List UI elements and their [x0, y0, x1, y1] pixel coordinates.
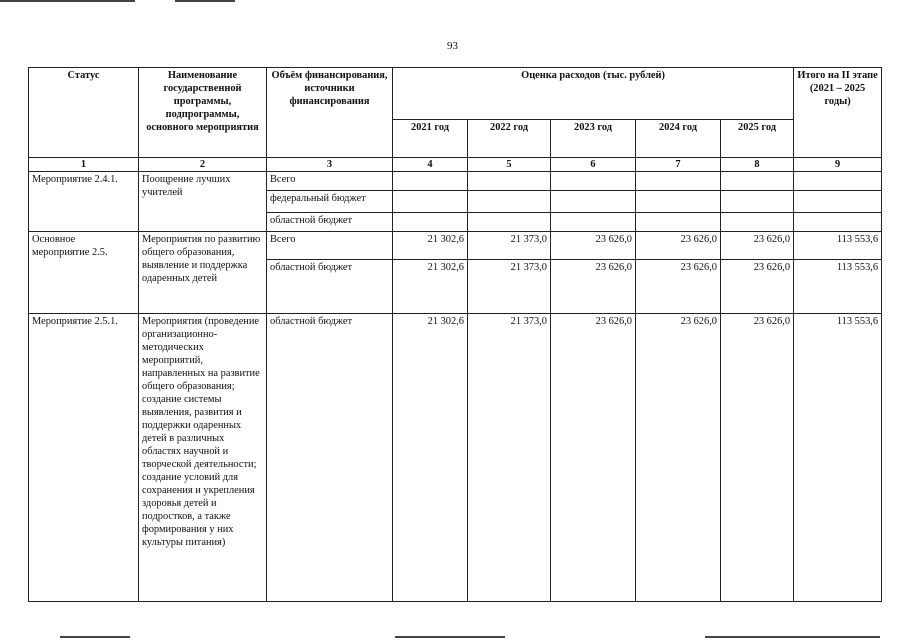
value-cell — [393, 191, 468, 213]
header-total: Итого на II этапе (2021 – 2025 годы) — [794, 68, 882, 158]
value-cell — [636, 191, 721, 213]
header-program-name: Наименование государственной программы, подпрограммы, основного мероприятия — [139, 68, 267, 158]
scan-artifact-bottom-right — [705, 636, 880, 638]
value-cell — [468, 191, 551, 213]
value-2022: 21 373,0 — [468, 232, 551, 260]
funding-source: Всего — [267, 172, 393, 191]
column-number: 6 — [551, 158, 636, 172]
page-number: 93 — [447, 40, 458, 52]
row-status: Основное мероприятие 2.5. — [29, 232, 139, 314]
budget-table — [28, 67, 882, 602]
value-cell — [794, 213, 882, 232]
value-cell — [393, 213, 468, 232]
column-number: 3 — [267, 158, 393, 172]
column-number: 1 — [29, 158, 139, 172]
value-cell — [551, 172, 636, 191]
header-funding-volume: Объём финансирования, источники финансирования — [267, 68, 393, 158]
header-expense-estimate: Оценка расходов (тыс. рублей) — [393, 68, 794, 120]
row-program-name: Мероприятия по развитию общего образования, выявление и поддержка одаренных детей — [139, 232, 267, 314]
column-number: 9 — [794, 158, 882, 172]
funding-source: областной бюджет — [267, 213, 393, 232]
value-2021: 21 302,6 — [393, 232, 468, 260]
value-2021: 21 302,6 — [393, 260, 468, 314]
header-year-2025: 2025 год — [721, 120, 794, 158]
header-year-2024: 2024 год — [636, 120, 721, 158]
value-2024: 23 626,0 — [636, 314, 721, 602]
funding-source: федеральный бюджет — [267, 191, 393, 213]
value-2025: 23 626,0 — [721, 314, 794, 602]
value-cell — [721, 172, 794, 191]
row-program-name: Мероприятия (проведение организационно-методических мероприятий, направленных на развитие общего образования; создание системы выявления, развития и поддержки одаренных детей в различных областях научной и творческой деятельности; создание условий для сохранения и укрепления здоровья детей и подростков, а также формирования у них культуры питания) — [139, 314, 267, 602]
value-2025: 23 626,0 — [721, 232, 794, 260]
row-program-name: Поощрение лучших учителей — [139, 172, 267, 232]
value-2022: 21 373,0 — [468, 260, 551, 314]
scan-artifact-bottom-left — [60, 636, 130, 638]
header-year-2021: 2021 год — [393, 120, 468, 158]
scan-artifact-top-mid — [175, 0, 235, 2]
value-cell — [721, 213, 794, 232]
row-status: Мероприятие 2.5.1. — [29, 314, 139, 602]
value-cell — [794, 191, 882, 213]
value-cell — [551, 191, 636, 213]
funding-source: областной бюджет — [267, 314, 393, 602]
table-row — [29, 314, 882, 602]
table-row — [29, 232, 882, 260]
value-2023: 23 626,0 — [551, 232, 636, 260]
scan-artifact-bottom-center — [395, 636, 505, 638]
header-year-2022: 2022 год — [468, 120, 551, 158]
table-row — [29, 172, 882, 191]
value-cell — [721, 191, 794, 213]
column-number: 7 — [636, 158, 721, 172]
value-cell — [636, 172, 721, 191]
value-cell — [551, 213, 636, 232]
value-total: 113 553,6 — [794, 260, 882, 314]
value-2022: 21 373,0 — [468, 314, 551, 602]
value-cell — [636, 213, 721, 232]
value-cell — [468, 213, 551, 232]
column-number: 2 — [139, 158, 267, 172]
scan-artifact-top-left — [0, 0, 135, 2]
value-total: 113 553,6 — [794, 232, 882, 260]
column-number-row — [29, 158, 882, 172]
value-2024: 23 626,0 — [636, 232, 721, 260]
funding-source: Всего — [267, 232, 393, 260]
value-cell — [794, 172, 882, 191]
column-number: 4 — [393, 158, 468, 172]
row-status: Мероприятие 2.4.1. — [29, 172, 139, 232]
value-total: 113 553,6 — [794, 314, 882, 602]
funding-source: областной бюджет — [267, 260, 393, 314]
column-number: 8 — [721, 158, 794, 172]
value-2025: 23 626,0 — [721, 260, 794, 314]
value-2024: 23 626,0 — [636, 260, 721, 314]
value-cell — [468, 172, 551, 191]
value-cell — [393, 172, 468, 191]
header-status: Статус — [29, 68, 139, 158]
column-number: 5 — [468, 158, 551, 172]
header-year-2023: 2023 год — [551, 120, 636, 158]
value-2021: 21 302,6 — [393, 314, 468, 602]
value-2023: 23 626,0 — [551, 314, 636, 602]
value-2023: 23 626,0 — [551, 260, 636, 314]
